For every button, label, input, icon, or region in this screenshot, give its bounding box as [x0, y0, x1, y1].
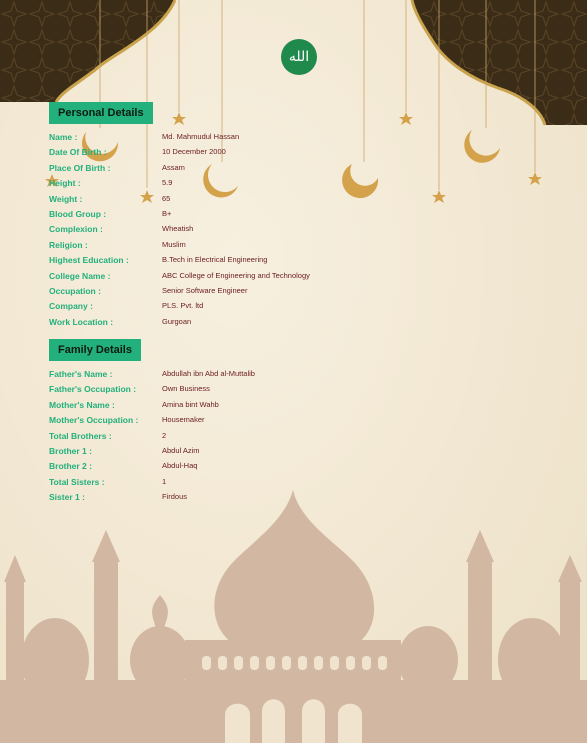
field-value: Muslim: [162, 239, 186, 249]
field-label: Sister 1 :: [49, 492, 85, 503]
field-label: Total Sisters :: [49, 476, 105, 487]
emblem-text: الله: [288, 49, 310, 65]
field-value: Abdul Azim: [162, 446, 200, 455]
mosque-silhouette: [0, 490, 587, 743]
field-label: Father's Name :: [49, 369, 113, 379]
field-value: B+: [162, 209, 172, 218]
family-detail-row: [49, 367, 549, 381]
personal-detail-row: [49, 269, 549, 283]
field-value: Abdullah ibn Abd al-Muttalib: [162, 369, 255, 378]
personal-detail-row: [49, 176, 549, 190]
field-value: Own Business: [162, 384, 210, 394]
family-detail-row: [49, 444, 549, 458]
field-label: Brother 2 :: [49, 461, 92, 472]
family-detail-row: [49, 459, 549, 473]
field-label: Name :: [49, 132, 78, 142]
field-label: Weight :: [49, 193, 83, 204]
field-value: Senior Software Engineer: [162, 286, 248, 295]
field-value: Abdul-Haq: [162, 461, 198, 471]
field-value: 5.9: [162, 178, 173, 188]
field-label: Height :: [49, 178, 81, 189]
personal-details-heading: Personal Details: [49, 102, 153, 124]
field-value: Assam: [162, 162, 185, 172]
field-value: Firdous: [162, 492, 188, 502]
field-label: Date Of Birth :: [49, 147, 107, 158]
personal-detail-row: [49, 192, 549, 206]
field-value: Housemaker: [162, 415, 205, 425]
family-details-heading: Family Details: [49, 339, 141, 361]
personal-detail-row: [49, 222, 549, 236]
personal-detail-row: [49, 284, 549, 298]
field-value: B.Tech in Electrical Engineering: [162, 255, 268, 265]
field-value: Md. Mahmudul Hassan: [162, 132, 240, 141]
personal-detail-row: [49, 299, 549, 313]
field-value: 10 December 2000: [162, 147, 226, 157]
personal-detail-row: [49, 315, 549, 329]
personal-detail-row: [49, 238, 549, 252]
field-label: Highest Education :: [49, 255, 129, 266]
field-label: Place Of Birth :: [49, 162, 111, 173]
field-label: Occupation :: [49, 286, 101, 296]
field-value: ABC College of Engineering and Technology: [162, 270, 310, 280]
allah-calligraphy-icon: [281, 39, 317, 75]
family-detail-row: [49, 490, 549, 504]
field-value: 1: [162, 476, 167, 486]
field-label: Work Location :: [49, 316, 114, 327]
family-detail-row: [49, 429, 549, 443]
field-value: PLS. Pvt. ltd: [162, 301, 204, 311]
field-value: 65: [162, 193, 171, 203]
personal-detail-row: [49, 253, 549, 267]
family-detail-row: [49, 398, 549, 412]
field-label: Complexion :: [49, 224, 103, 235]
family-detail-row: [49, 475, 549, 489]
field-label: Religion :: [49, 239, 88, 250]
field-value: 2: [162, 430, 167, 440]
personal-detail-row: [49, 161, 549, 175]
field-label: Company :: [49, 301, 93, 312]
field-value: Gurgoan: [162, 316, 192, 326]
field-label: Mother's Occupation :: [49, 415, 139, 426]
field-label: Total Brothers :: [49, 430, 112, 441]
field-label: Mother's Name :: [49, 399, 115, 410]
family-detail-row: [49, 413, 549, 427]
family-detail-row: [49, 382, 549, 396]
top-left-arch: [0, 0, 175, 102]
personal-detail-row: [49, 207, 549, 221]
personal-detail-row: [49, 145, 549, 159]
field-label: College Name :: [49, 270, 111, 281]
field-value: Wheatish: [162, 224, 194, 234]
top-right-arch: [412, 0, 587, 125]
field-value: Amina bint Wahb: [162, 399, 219, 409]
field-label: Brother 1 :: [49, 446, 92, 456]
field-label: Blood Group :: [49, 209, 107, 219]
field-label: Father's Occupation :: [49, 384, 137, 395]
personal-detail-row: [49, 130, 549, 144]
